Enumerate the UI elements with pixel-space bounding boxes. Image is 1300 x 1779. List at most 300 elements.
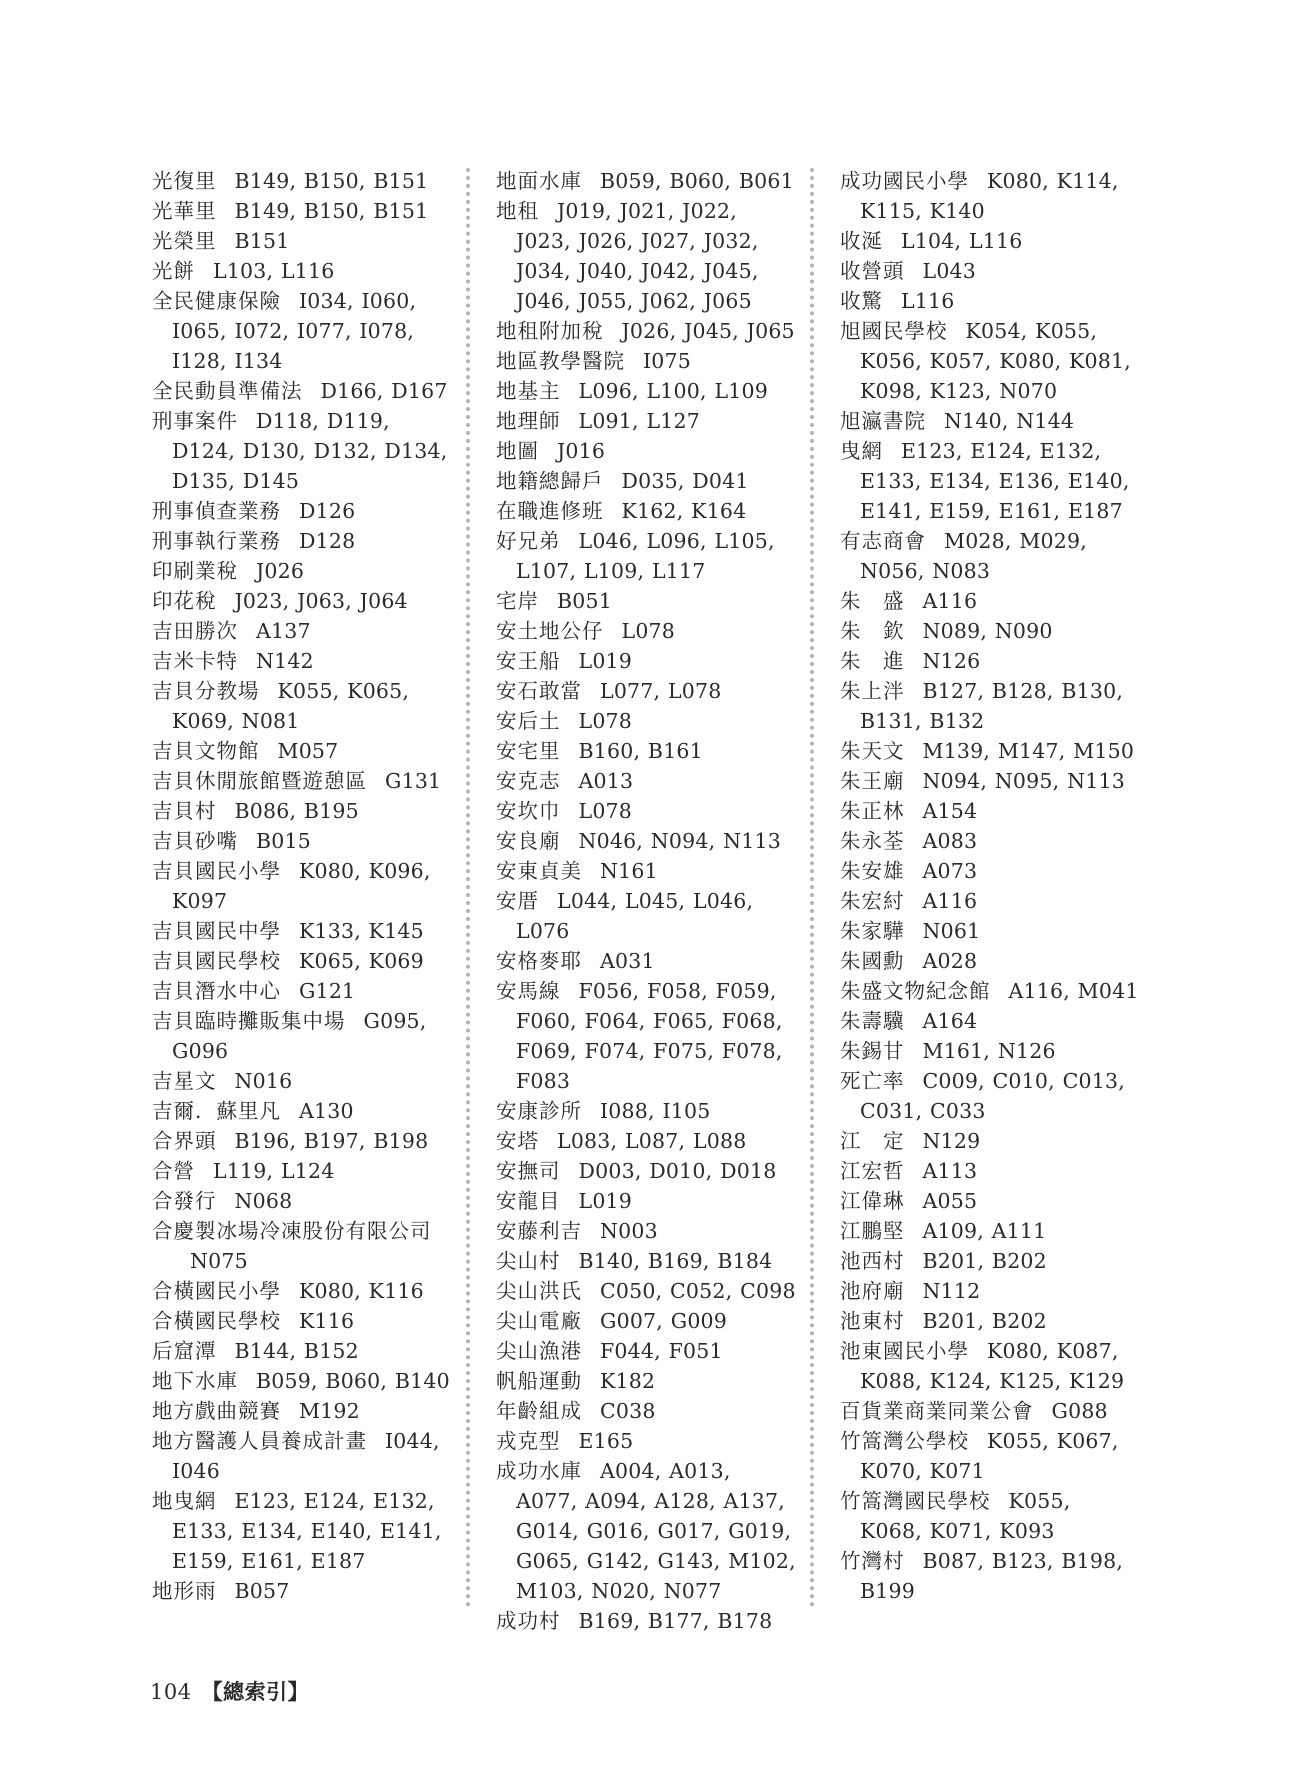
index-references: A154	[922, 799, 978, 823]
index-entry	[840, 886, 1140, 916]
index-term: 朱上泮	[840, 679, 905, 703]
index-references: K080, K087, K088, K124, K125, K129	[860, 1339, 1125, 1393]
index-term: 地方戲曲競賽	[152, 1399, 281, 1423]
index-references: N046, N094, N113	[578, 829, 781, 853]
index-term: 成功村	[496, 1609, 561, 1633]
index-references: L078	[578, 709, 633, 733]
index-entry	[496, 1186, 796, 1216]
index-references: B151	[234, 229, 290, 253]
index-term: 地基主	[496, 379, 561, 403]
index-entry	[496, 316, 796, 346]
index-references: B087, B123, B198, B199	[860, 1549, 1124, 1603]
index-term: 竹篙灣公學校	[840, 1429, 969, 1453]
index-entry	[840, 226, 1140, 256]
index-term: 合發行	[152, 1189, 217, 1213]
index-references: N140, N144	[944, 409, 1075, 433]
index-entry	[152, 1186, 452, 1216]
index-references: E165	[578, 1429, 634, 1453]
index-term: 光華里	[152, 199, 217, 223]
index-term: 合慶製冰場冷凍股份有限公司	[152, 1219, 432, 1243]
index-term: 朱壽驥	[840, 1009, 905, 1033]
index-references: D035, D041	[621, 469, 749, 493]
index-term: 安石敢當	[496, 679, 582, 703]
index-entry	[840, 1276, 1140, 1306]
index-entry	[496, 706, 796, 736]
index-entry	[840, 766, 1140, 796]
index-references: A031	[600, 949, 655, 973]
index-term: 成功水庫	[496, 1459, 582, 1483]
index-entry	[840, 976, 1140, 1006]
index-references: K055, K068, K071, K093	[860, 1489, 1071, 1543]
index-term: 安厝	[496, 889, 539, 913]
index-entry	[840, 1006, 1140, 1036]
index-references: K065, K069	[299, 949, 424, 973]
index-entry	[840, 1306, 1140, 1336]
index-entry	[840, 1246, 1140, 1276]
index-entry	[840, 946, 1140, 976]
index-references: K080, K116	[299, 1279, 424, 1303]
index-term: 竹篙灣國民學校	[840, 1489, 991, 1513]
index-column-2	[496, 166, 796, 1636]
index-term: 地曳網	[152, 1489, 217, 1513]
index-entry	[496, 1246, 796, 1276]
index-term: 安東貞美	[496, 859, 582, 883]
index-entry	[152, 1576, 452, 1606]
index-entry	[152, 1396, 452, 1426]
index-term: 宅岸	[496, 589, 539, 613]
index-term: 吉貝國民中學	[152, 919, 281, 943]
index-entry	[152, 736, 452, 766]
index-entry	[152, 796, 452, 826]
index-references: M028, M029, N056, N083	[860, 529, 1087, 583]
index-entry	[496, 886, 796, 946]
index-term: 吉星文	[152, 1069, 217, 1093]
index-term: 尖山洪氏	[496, 1279, 582, 1303]
index-entry	[840, 1186, 1140, 1216]
index-entry	[152, 1306, 452, 1336]
index-term: 竹灣村	[840, 1549, 905, 1573]
index-references: I088, I105	[600, 1099, 711, 1123]
index-entry	[840, 316, 1140, 406]
index-term: 安王船	[496, 649, 561, 673]
index-entry	[840, 1336, 1140, 1396]
index-references: D118, D119, D124, D130, D132, D134, D135, D145	[172, 409, 448, 493]
index-references: N161	[600, 859, 658, 883]
index-references: N061	[922, 919, 981, 943]
index-entry	[496, 976, 796, 1096]
index-entry	[840, 646, 1140, 676]
index-term: 江宏哲	[840, 1159, 905, 1183]
index-references: L116	[901, 289, 955, 313]
index-references: A130	[299, 1099, 354, 1123]
index-entry	[496, 1456, 796, 1606]
index-references: B059, B060, B140	[256, 1369, 450, 1393]
index-references: A083	[922, 829, 978, 853]
index-term: 池府廟	[840, 1279, 905, 1303]
index-term: 吉爾．蘇里凡	[152, 1099, 281, 1123]
index-term: 吉貝砂嘴	[152, 829, 238, 853]
index-entry	[496, 736, 796, 766]
index-references: L019	[578, 1189, 633, 1213]
index-entry	[840, 1126, 1140, 1156]
index-term: 合橫國民學校	[152, 1309, 281, 1333]
page-number: 104	[150, 1680, 192, 1704]
index-references: J016	[557, 439, 606, 463]
index-entry	[152, 406, 452, 496]
index-entry	[496, 856, 796, 886]
index-term: 合營	[152, 1159, 195, 1183]
index-term: 安藤利吉	[496, 1219, 582, 1243]
column-divider	[466, 168, 470, 1608]
index-term: 旭國民學校	[840, 319, 948, 343]
index-references: B086, B195	[234, 799, 359, 823]
index-entry	[496, 1276, 796, 1306]
index-references: G121	[299, 979, 356, 1003]
index-references: M161, N126	[922, 1039, 1056, 1063]
index-term: 刑事案件	[152, 409, 238, 433]
index-references: B169, B177, B178	[578, 1609, 773, 1633]
index-term: 戎克型	[496, 1429, 561, 1453]
index-entry	[496, 1306, 796, 1336]
index-entry	[152, 526, 452, 556]
index-entry	[840, 256, 1140, 286]
index-term: 印花稅	[152, 589, 217, 613]
index-term: 池東國民小學	[840, 1339, 969, 1363]
index-term: 尖山漁港	[496, 1339, 582, 1363]
index-term: 年齡組成	[496, 1399, 582, 1423]
index-entry	[152, 256, 452, 286]
index-term: 吉貝潛水中心	[152, 979, 281, 1003]
index-entry	[840, 676, 1140, 736]
index-term: 吉米卡特	[152, 649, 238, 673]
index-references: B144, B152	[234, 1339, 359, 1363]
index-term: 光復里	[152, 169, 217, 193]
index-references: N089, N090	[922, 619, 1053, 643]
index-references: M057	[277, 739, 339, 763]
index-references: K182	[600, 1369, 656, 1393]
index-column-1	[152, 166, 452, 1606]
index-references: B015	[256, 829, 311, 853]
index-references: D128	[299, 529, 356, 553]
index-entry	[152, 1336, 452, 1366]
index-references: A164	[922, 1009, 978, 1033]
index-term: 合橫國民小學	[152, 1279, 281, 1303]
index-references: N094, N095, N113	[922, 769, 1125, 793]
index-entry	[840, 1036, 1140, 1066]
index-references: B149, B150, B151	[234, 169, 429, 193]
index-references: N129	[922, 1129, 981, 1153]
index-term: 朱天文	[840, 739, 905, 763]
index-entry	[496, 466, 796, 496]
index-term: 刑事偵查業務	[152, 499, 281, 523]
index-entry	[840, 616, 1140, 646]
index-entry	[152, 946, 452, 976]
index-entry	[496, 196, 796, 316]
index-entry	[496, 496, 796, 526]
index-term: 刑事執行業務	[152, 529, 281, 553]
index-references: A116	[922, 889, 978, 913]
index-term: 江 定	[840, 1129, 905, 1153]
index-term: 帆船運動	[496, 1369, 582, 1393]
index-entry	[152, 286, 452, 376]
index-term: 地方醫護人員養成計畫	[152, 1429, 367, 1453]
index-references: L077, L078	[600, 679, 722, 703]
index-references: A116	[922, 589, 978, 613]
index-entry	[840, 1546, 1140, 1606]
index-entry	[840, 406, 1140, 436]
index-references: C009, C010, C013, C031, C033	[860, 1069, 1125, 1123]
index-entry	[496, 166, 796, 196]
index-references: J026	[256, 559, 305, 583]
index-entry	[152, 1426, 452, 1486]
index-entry	[840, 916, 1140, 946]
index-entry	[496, 1126, 796, 1156]
index-term: 收驚	[840, 289, 883, 313]
index-references: N142	[256, 649, 314, 673]
index-entry	[840, 1156, 1140, 1186]
index-references: K080, K096, K097	[172, 859, 431, 913]
index-term: 江鵬堅	[840, 1219, 905, 1243]
index-references: L104, L116	[901, 229, 1023, 253]
index-term: 收涎	[840, 229, 883, 253]
index-references: B051	[557, 589, 612, 613]
index-term: 尖山電廠	[496, 1309, 582, 1333]
index-term: 后窟潭	[152, 1339, 217, 1363]
index-entry	[840, 856, 1140, 886]
index-references: L083, L087, L088	[557, 1129, 747, 1153]
index-entry	[152, 616, 452, 646]
index-references: K055, K067, K070, K071	[860, 1429, 1119, 1483]
index-references: A073	[922, 859, 978, 883]
index-term: 池東村	[840, 1309, 905, 1333]
index-references: G095, G096	[172, 1009, 427, 1063]
index-term: 朱永荃	[840, 829, 905, 853]
index-references: G131	[385, 769, 442, 793]
index-term: 地形雨	[152, 1579, 217, 1603]
page-footer	[150, 1676, 309, 1706]
index-references: N126	[922, 649, 981, 673]
index-entry	[152, 376, 452, 406]
index-term: 吉貝國民學校	[152, 949, 281, 973]
index-references: K116	[299, 1309, 355, 1333]
index-term: 尖山村	[496, 1249, 561, 1273]
index-references: B057	[234, 1579, 290, 1603]
index-references: N016	[234, 1069, 293, 1093]
index-entry	[152, 916, 452, 946]
index-references: E123, E124, E132, E133, E134, E136, E140, E141, E159, E161, E187	[860, 439, 1130, 523]
index-entry	[152, 1006, 452, 1066]
index-entry	[152, 1486, 452, 1576]
index-references: A055	[922, 1189, 978, 1213]
index-references: L044, L045, L046, L076	[516, 889, 754, 943]
index-references: F044, F051	[600, 1339, 723, 1363]
index-entry	[152, 496, 452, 526]
index-entry	[152, 196, 452, 226]
index-references: N068	[234, 1189, 293, 1213]
index-term: 朱家驊	[840, 919, 905, 943]
index-references: B160, B161	[578, 739, 703, 763]
index-column-3	[840, 166, 1140, 1606]
index-entry	[152, 976, 452, 1006]
index-term: 安康診所	[496, 1099, 582, 1123]
index-entry	[152, 166, 452, 196]
index-entry	[496, 346, 796, 376]
index-term: 死亡率	[840, 1069, 905, 1093]
index-term: 在職進修班	[496, 499, 604, 523]
index-term: 旭瀛書院	[840, 409, 926, 433]
index-entry	[496, 1606, 796, 1636]
index-entry	[152, 226, 452, 256]
index-entry	[496, 826, 796, 856]
index-references: B196, B197, B198	[234, 1129, 429, 1153]
index-entry	[840, 1216, 1140, 1246]
index-entry	[496, 1396, 796, 1426]
index-references: M192	[299, 1399, 360, 1423]
index-term: 安克志	[496, 769, 561, 793]
index-references: L096, L100, L109	[578, 379, 768, 403]
index-entry	[152, 556, 452, 586]
index-term: 有志商會	[840, 529, 926, 553]
index-references: L091, L127	[578, 409, 701, 433]
index-term: 合界頭	[152, 1129, 217, 1153]
index-entry	[152, 1216, 452, 1276]
index-entry	[496, 376, 796, 406]
index-references: A137	[256, 619, 311, 643]
index-entry	[496, 1216, 796, 1246]
index-entry	[152, 856, 452, 916]
index-references: B201, B202	[922, 1249, 1047, 1273]
index-term: 吉貝休閒旅館暨遊憩區	[152, 769, 367, 793]
index-entry	[840, 826, 1140, 856]
index-term: 收營頭	[840, 259, 905, 283]
index-references: B201, B202	[922, 1309, 1047, 1333]
index-entry	[496, 526, 796, 586]
index-term: 朱國勳	[840, 949, 905, 973]
index-term: 吉貝國民小學	[152, 859, 281, 883]
index-references: K133, K145	[299, 919, 424, 943]
index-entry	[840, 526, 1140, 586]
index-term: 地租附加稅	[496, 319, 604, 343]
index-references: A113	[922, 1159, 978, 1183]
index-entry	[840, 586, 1140, 616]
index-term: 百貨業商業同業公會	[840, 1399, 1034, 1423]
index-entry	[496, 616, 796, 646]
index-term: 朱正林	[840, 799, 905, 823]
index-references: N075	[190, 1249, 248, 1273]
index-term: 安宅里	[496, 739, 561, 763]
index-term: 地下水庫	[152, 1369, 238, 1393]
index-term: 安撫司	[496, 1159, 561, 1183]
index-references: E123, E124, E132, E133, E134, E140, E141, E159, E161, E187	[172, 1489, 442, 1573]
index-entry	[840, 736, 1140, 766]
index-term: 安塔	[496, 1129, 539, 1153]
index-entry	[840, 1396, 1140, 1426]
index-term: 光榮里	[152, 229, 217, 253]
index-entry	[496, 766, 796, 796]
index-entry	[840, 286, 1140, 316]
index-entry	[496, 676, 796, 706]
index-entry	[152, 1096, 452, 1126]
index-references: B140, B169, B184	[578, 1249, 773, 1273]
index-term: 地籍總歸戶	[496, 469, 604, 493]
index-references: C050, C052, C098	[600, 1279, 796, 1303]
index-term: 安坎巾	[496, 799, 561, 823]
index-term: 吉貝分教場	[152, 679, 260, 703]
index-references: C038	[600, 1399, 656, 1423]
index-entry	[496, 406, 796, 436]
index-references: D166, D167	[320, 379, 448, 403]
index-references: J026, J045, J065	[621, 319, 795, 343]
index-references: L103, L116	[213, 259, 335, 283]
index-references: D003, D010, D018	[578, 1159, 777, 1183]
index-references: I034, I060, I065, I072, I077, I078, I128, I134	[172, 289, 417, 373]
index-entry	[840, 1486, 1140, 1546]
index-term: 安格麥耶	[496, 949, 582, 973]
index-term: 好兄弟	[496, 529, 561, 553]
index-entry	[496, 1156, 796, 1186]
index-term: 安土地公仔	[496, 619, 604, 643]
index-entry	[152, 1126, 452, 1156]
index-references: I075	[643, 349, 692, 373]
index-entry	[152, 766, 452, 796]
index-entry	[152, 1156, 452, 1186]
index-term: 地理師	[496, 409, 561, 433]
index-references: B059, B060, B061	[600, 169, 794, 193]
index-entry	[496, 1426, 796, 1456]
index-term: 光餅	[152, 259, 195, 283]
index-references: L019	[578, 649, 633, 673]
index-term: 地租	[496, 199, 539, 223]
index-term: 吉貝村	[152, 799, 217, 823]
index-references: I044, I046	[172, 1429, 440, 1483]
index-term: 安良廟	[496, 829, 561, 853]
index-entry	[152, 646, 452, 676]
index-references: A028	[922, 949, 978, 973]
index-references: K080, K114, K115, K140	[860, 169, 1119, 223]
index-entry	[152, 676, 452, 736]
index-references: N112	[922, 1279, 981, 1303]
index-term: 安馬線	[496, 979, 561, 1003]
index-term: 朱宏紂	[840, 889, 905, 913]
index-references: F056, F058, F059, F060, F064, F065, F068, F069, F074, F075, F078, F083	[516, 979, 783, 1093]
index-entry	[840, 436, 1140, 526]
index-references: L043	[922, 259, 977, 283]
index-term: 全民動員準備法	[152, 379, 303, 403]
index-term: 全民健康保險	[152, 289, 281, 313]
index-references: G088	[1051, 1399, 1108, 1423]
index-entry	[152, 1066, 452, 1096]
index-term: 吉貝文物館	[152, 739, 260, 763]
index-term: 江偉琳	[840, 1189, 905, 1213]
index-entry	[152, 1276, 452, 1306]
index-references: J023, J063, J064	[234, 589, 408, 613]
index-entry	[152, 586, 452, 616]
index-entry	[496, 436, 796, 466]
index-term: 朱 欽	[840, 619, 905, 643]
index-term: 朱王廟	[840, 769, 905, 793]
index-term: 地區教學醫院	[496, 349, 625, 373]
index-entry	[840, 1066, 1140, 1126]
index-references: L078	[578, 799, 633, 823]
index-references: B127, B128, B130, B131, B132	[860, 679, 1124, 733]
index-term: 朱盛文物紀念館	[840, 979, 991, 1003]
index-entry	[496, 1096, 796, 1126]
index-references: A004, A013, A077, A094, A128, A137, G014, G016, G017, G019, G065, G142, G143, M102, M103, N020, N077	[516, 1459, 796, 1603]
index-term: 朱 盛	[840, 589, 905, 613]
index-references: L046, L096, L105, L107, L109, L117	[516, 529, 775, 583]
index-entry	[840, 166, 1140, 226]
index-term: 朱 進	[840, 649, 905, 673]
